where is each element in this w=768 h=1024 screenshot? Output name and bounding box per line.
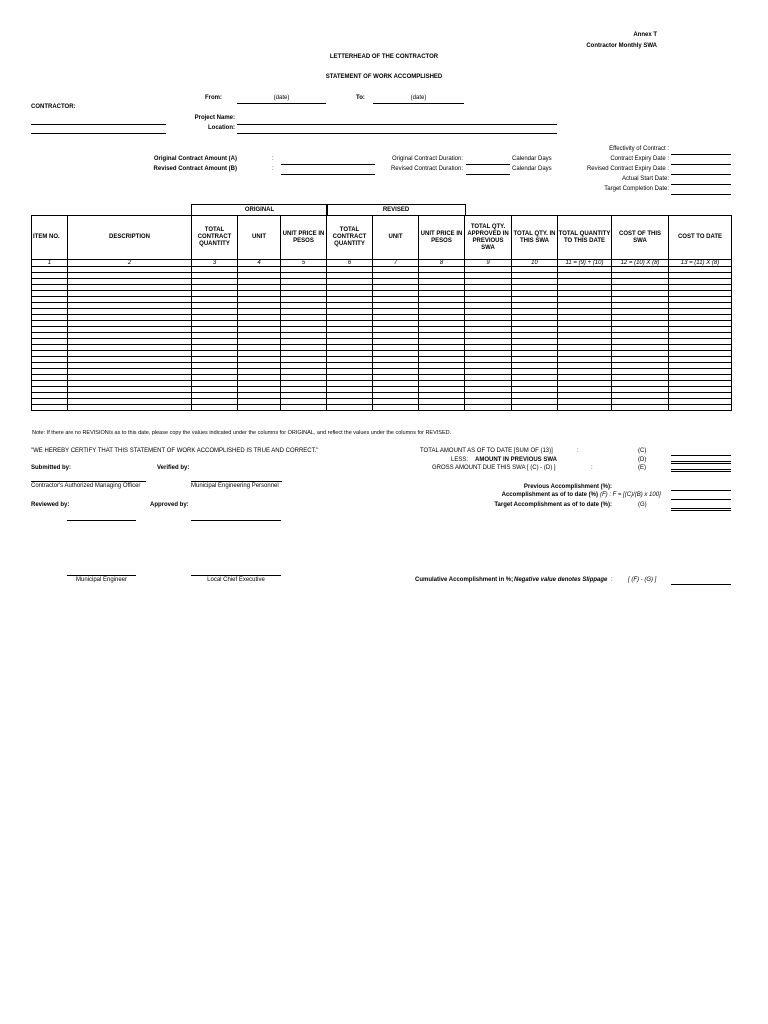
contractor-signature-line[interactable] [31, 481, 146, 482]
table-row [32, 405, 732, 411]
page-title: STATEMENT OF WORK ACCOMPLISHED [325, 74, 443, 80]
total-e-field[interactable] [671, 469, 731, 472]
from-date-field[interactable]: (date) [273, 95, 290, 101]
total-amount-label: TOTAL AMOUNT AS OF TO DATE [SUM OF (13)] [420, 448, 553, 454]
target-completion-label: Target Completion Date: [604, 186, 669, 192]
cumulative-label: Cumulative Accomplishment in %; [415, 577, 514, 583]
col-header-orig-price: UNIT PRICE IN PESOS [281, 216, 327, 260]
original-group-header: ORIGINAL [191, 204, 328, 215]
target-g-marker: (G) [638, 502, 647, 508]
revised-amount-label: Revised Contract Amount (B) [153, 166, 237, 172]
total-d-field[interactable] [671, 461, 731, 464]
target-accomplishment-field[interactable] [671, 508, 731, 511]
revised-amount-colon: : [272, 166, 274, 172]
revision-note: Note: If there are no REVISION/s as to this date, please copy the values indicated under the columns for ORIGINAL, and reflect the values under the columns for REVISED. [32, 430, 452, 436]
col-number: 9 [465, 260, 512, 267]
original-amount-label: Original Contract Amount (A) [153, 156, 237, 162]
table-cell[interactable] [327, 405, 373, 411]
engineering-personnel-title: Municipal Engineering Personnel [191, 483, 279, 489]
col-number: 5 [281, 260, 327, 267]
contractor-label: CONTRACTOR: [31, 104, 76, 110]
table-cell[interactable] [32, 405, 68, 411]
original-duration-label: Original Contract Duration: [391, 156, 463, 162]
project-name-label: Project Name: [194, 115, 235, 121]
actual-start-label: Actual Start Date: [621, 176, 669, 182]
revised-amount-field[interactable] [281, 174, 375, 175]
to-label: To: [356, 95, 365, 101]
cumulative-colon: : [611, 577, 613, 583]
actual-start-field[interactable] [671, 184, 731, 185]
col-number: 10 [512, 260, 558, 267]
less-label: LESS: [451, 457, 469, 463]
col-number: 8 [419, 260, 465, 267]
approved-by-label: Approved by: [150, 502, 189, 508]
revised-duration-label: Revised Contract Duration: [390, 166, 463, 172]
target-completion-field[interactable] [671, 194, 731, 195]
certification-text: "WE HEREBY CERTIFY THAT THIS STATEMENT OF WORK ACCOMPLISHED IS TRUE AND CORRECT." [31, 448, 319, 454]
table-header-row [32, 216, 732, 260]
col-header-this-qty: TOTAL QTY. IN THIS SWA [512, 216, 558, 260]
col-number: 6 [327, 260, 373, 267]
col-header-qty-to-date: TOTAL QUANTITY TO THIS DATE [558, 216, 612, 260]
original-duration-unit: Calendar Days [512, 156, 552, 162]
effectivity-field[interactable] [671, 154, 731, 155]
col-header-prev-qty: TOTAL QTY. APPROVED IN PREVIOUS SWA [465, 216, 512, 260]
accomplishment-formula: (F) : F = [(C)/(B) x 100] [600, 492, 661, 498]
original-duration-field[interactable] [466, 164, 510, 165]
location-field[interactable] [237, 133, 557, 134]
previous-accomplishment-field[interactable] [671, 490, 731, 491]
expiry-field[interactable] [671, 164, 731, 165]
table-cell[interactable] [373, 405, 419, 411]
cumulative-formula: [ (F) - (G) ] [628, 577, 657, 583]
col-header-cost-to-date: COST TO DATE [669, 216, 732, 260]
gross-amount-label: GROSS AMOUNT DUE THIS SWA [ (C) - (D) ] [432, 465, 556, 471]
col-number: 12 = (10) X (8) [612, 260, 669, 267]
accomplishment-to-date-field[interactable] [671, 499, 731, 500]
total-d-marker: (D) [638, 457, 647, 463]
revised-expiry-field[interactable] [671, 174, 731, 175]
from-date-underline [237, 103, 326, 104]
previous-swa-label: AMOUNT IN PREVIOUS SWA [475, 457, 558, 463]
revised-expiry-label: Revised Contract Expiry Date : [586, 166, 669, 172]
reviewer-line[interactable] [67, 520, 136, 521]
contractor-field-line-1[interactable] [31, 124, 166, 125]
original-amount-field[interactable] [281, 164, 375, 165]
revised-duration-unit: Calendar Days [512, 166, 552, 172]
letterhead-title: LETTERHEAD OF THE CONTRACTOR [329, 54, 439, 60]
table-cell[interactable] [512, 405, 558, 411]
project-name-field[interactable] [237, 124, 557, 125]
column-number-row [32, 260, 732, 267]
total-c-marker: (C) [638, 448, 647, 454]
chief-signature-line[interactable] [191, 575, 281, 576]
to-date-field[interactable]: (date) [410, 95, 427, 101]
col-number: 11 = (9) + (10) [558, 260, 612, 267]
total-e-marker: (E) [638, 465, 646, 471]
expiry-label: Contract Expiry Date : [610, 156, 669, 162]
target-accomplishment-label: Target Accomplishment as of to date (%): [494, 502, 612, 508]
local-chief-title: Local Chief Executive [207, 577, 265, 583]
table-cell[interactable] [419, 405, 465, 411]
total-amount-colon: : [577, 448, 579, 454]
table-cell[interactable] [612, 405, 669, 411]
col-header-orig-unit: UNIT [238, 216, 281, 260]
table-cell[interactable] [669, 405, 732, 411]
submitted-by-label: Submitted by: [31, 465, 71, 471]
col-header-orig-qty: TOTAL CONTRACT QUANTITY [192, 216, 238, 260]
col-header-rev-unit: UNIT [373, 216, 419, 260]
revised-group-header: REVISED [326, 204, 466, 215]
annex-label: Annex T [633, 32, 657, 38]
table-cell[interactable] [281, 405, 327, 411]
verifier-signature-line[interactable] [191, 481, 282, 482]
approver-line[interactable] [191, 520, 281, 521]
col-number: 3 [192, 260, 238, 267]
contractor-field-line-2[interactable] [31, 133, 166, 134]
col-header-cost-this: COST OF THIS SWA [612, 216, 669, 260]
cumulative-field[interactable] [671, 584, 731, 585]
table-cell[interactable] [68, 405, 192, 411]
accomplishment-to-date-label: Accomplishment as of to date (%) [501, 492, 598, 498]
table-cell[interactable] [192, 405, 238, 411]
col-number: 2 [68, 260, 192, 267]
col-number: 13 = (11) X (8) [669, 260, 732, 267]
municipal-engineer-title: Municipal Engineer [75, 577, 128, 583]
col-number: 7 [373, 260, 419, 267]
table-cell[interactable] [558, 405, 612, 411]
location-label: Location: [208, 125, 235, 131]
effectivity-label: Effectivity of Contract : [609, 146, 669, 152]
verified-by-label: Verified by: [157, 465, 190, 471]
revised-duration-field[interactable] [466, 174, 510, 175]
cumulative-note: Negative value denotes Slippage [514, 577, 608, 583]
gross-amount-colon: : [591, 465, 593, 471]
from-label: From: [205, 95, 222, 101]
total-c-field[interactable] [671, 455, 731, 456]
swa-table [31, 215, 732, 411]
reviewed-by-label: Reviewed by: [31, 502, 70, 508]
to-date-underline [373, 103, 464, 104]
table-cell[interactable] [238, 405, 281, 411]
engineer-signature-line[interactable] [67, 575, 136, 576]
col-header-rev-price: UNIT PRICE IN PESOS [419, 216, 465, 260]
col-header-description: DESCRIPTION [68, 216, 192, 260]
table-cell[interactable] [465, 405, 512, 411]
previous-accomplishment-label: Previous Accomplishment (%): [523, 484, 612, 490]
col-number: 1 [32, 260, 68, 267]
col-header-rev-qty: TOTAL CONTRACT QUANTITY [327, 216, 373, 260]
contractor-officer-title: Contractor's Authorized Managing Officer [31, 483, 141, 489]
col-number: 4 [238, 260, 281, 267]
form-type-label: Contractor Monthly SWA [586, 43, 657, 49]
col-header-item-no: ITEM NO. [32, 216, 68, 260]
original-amount-colon: : [272, 156, 274, 162]
